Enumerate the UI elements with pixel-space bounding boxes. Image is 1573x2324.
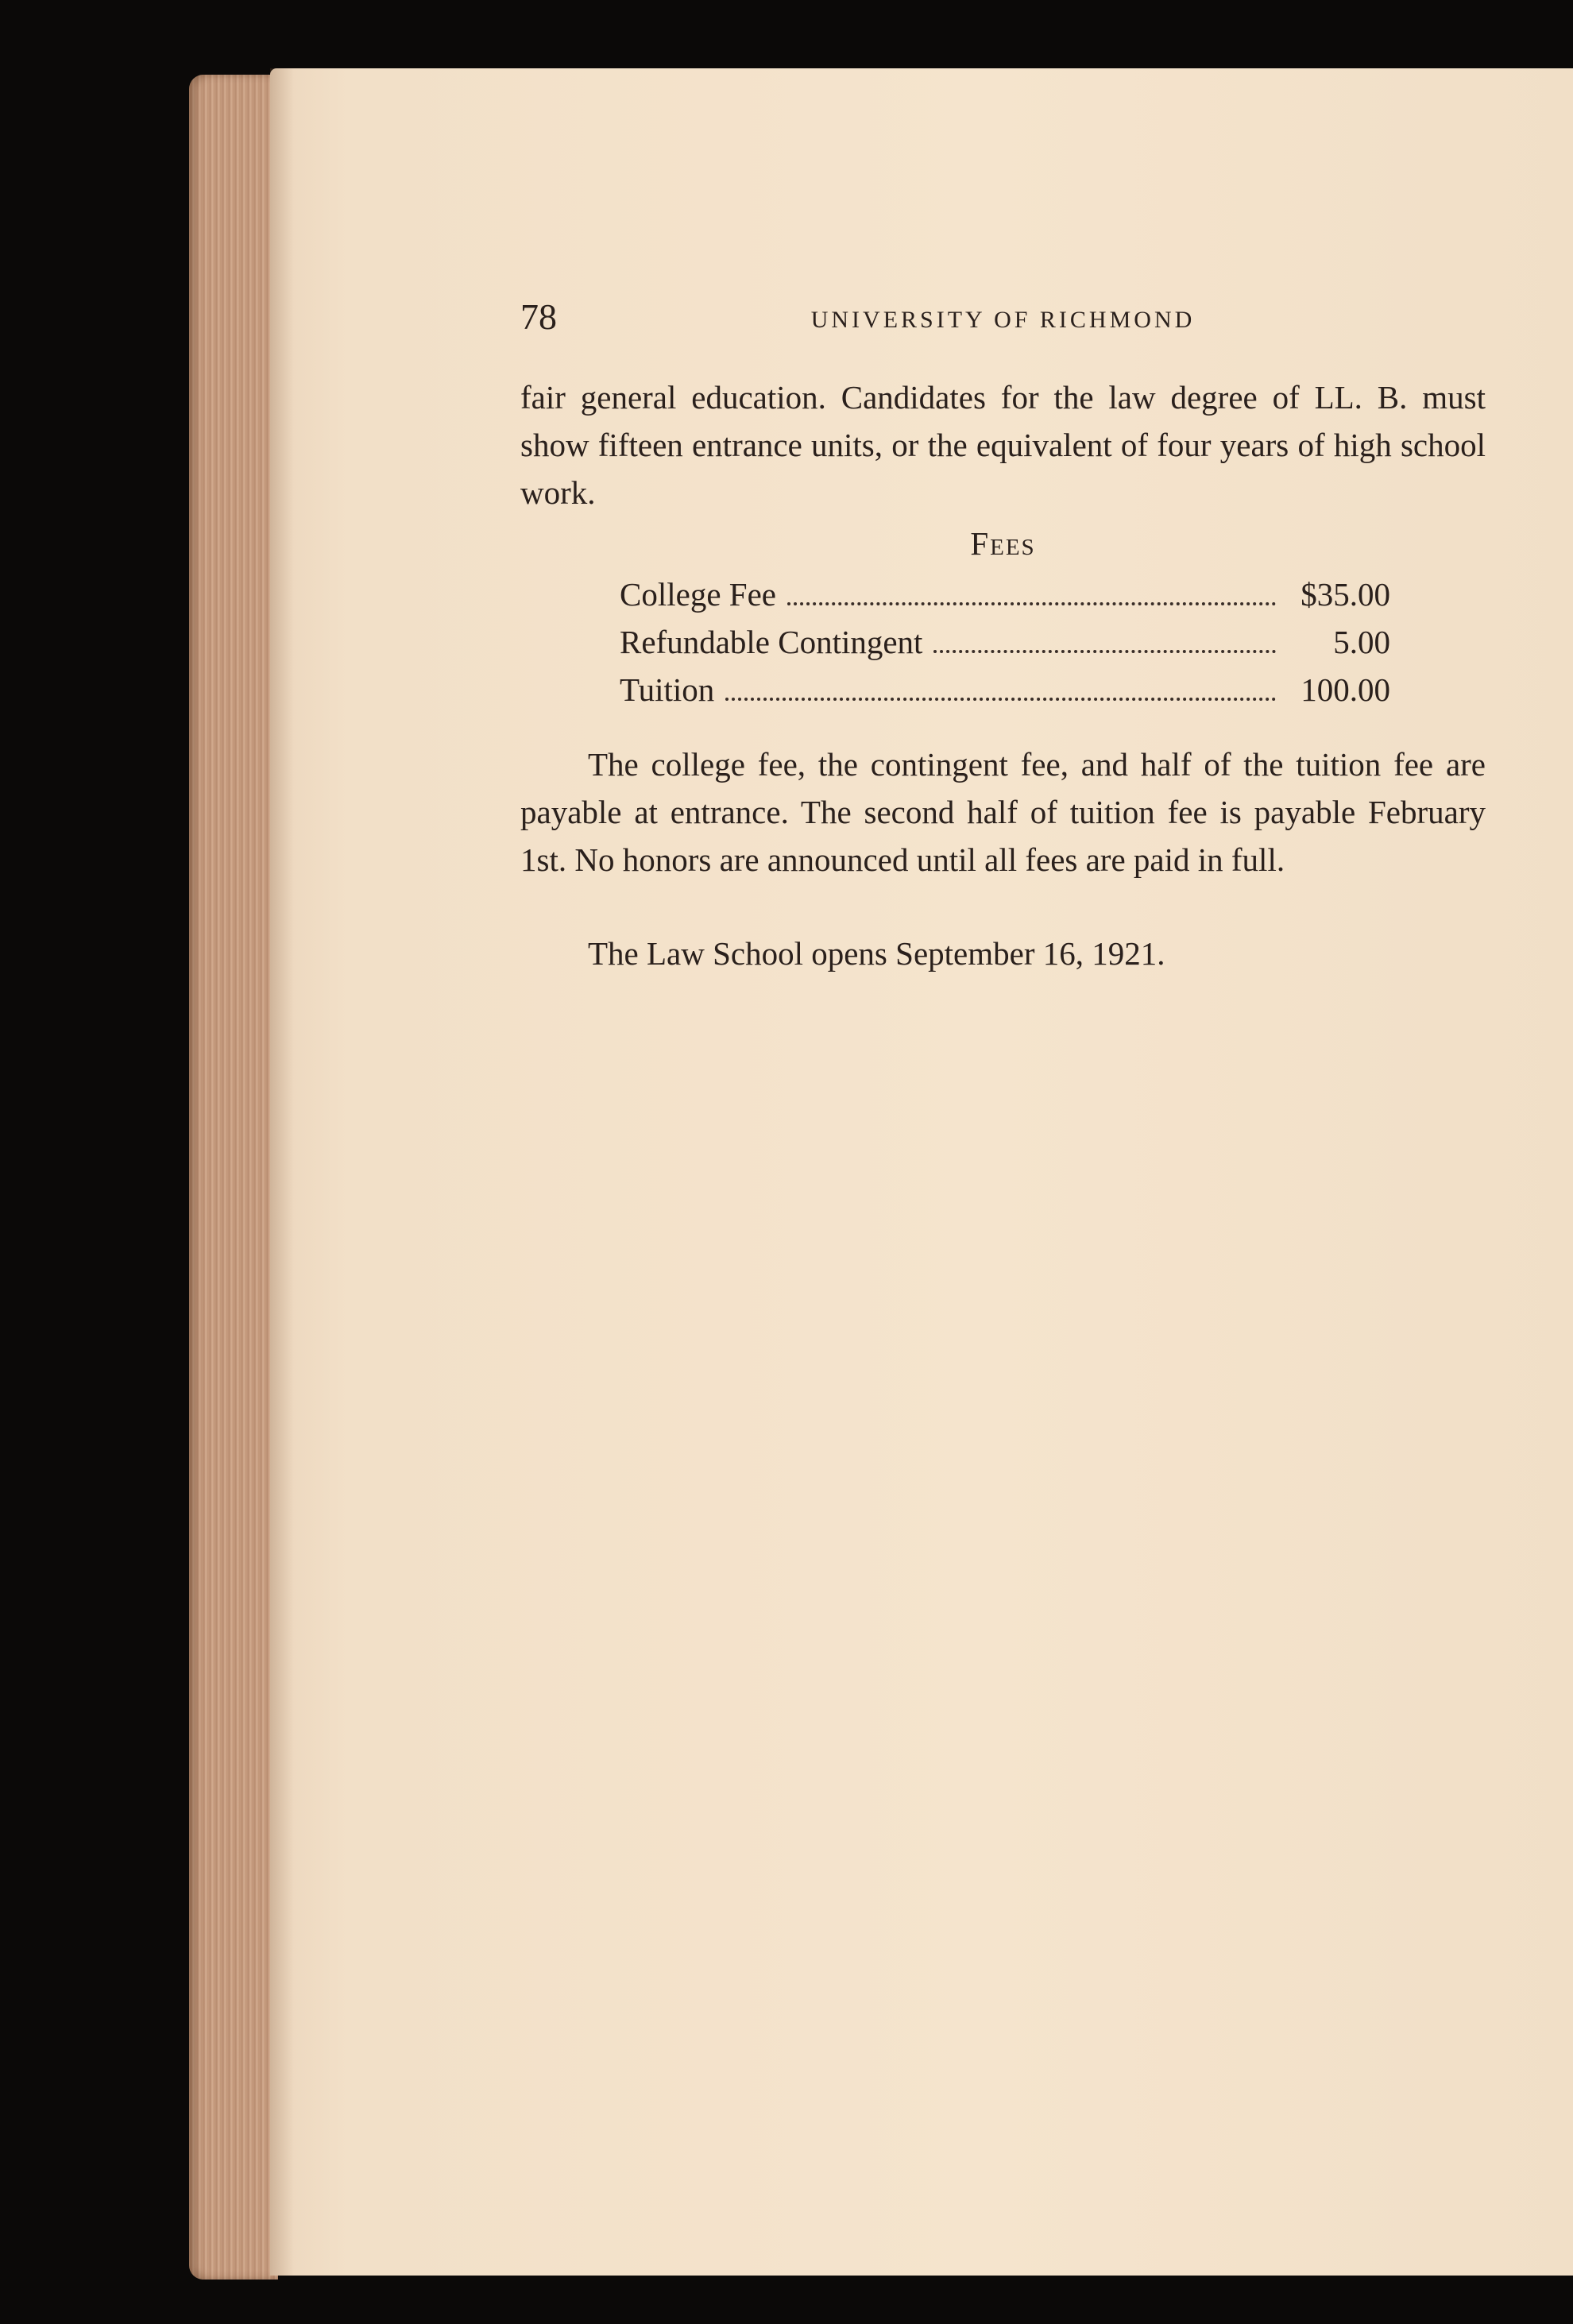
header-title: UNIVERSITY OF RICHMOND bbox=[810, 307, 1196, 333]
fee-label: Refundable Contingent bbox=[620, 624, 923, 660]
fee-row-tuition bbox=[620, 671, 1390, 718]
fee-label: Tuition bbox=[620, 671, 715, 708]
fees-table bbox=[620, 575, 1390, 718]
fee-row-college bbox=[620, 575, 1390, 623]
fee-row-contingent bbox=[620, 623, 1390, 671]
fee-amount: $35.00 bbox=[1301, 576, 1390, 613]
page-number: 78 bbox=[520, 296, 557, 337]
spine-shadow bbox=[270, 68, 294, 2276]
paragraph-fee-payment: The college fee, the contingent fee, and half of the tuition fee are payable at entrance. The second half of tuition fee is payable February 1st. No honors are announced until all fees are paid in full. bbox=[520, 746, 1486, 878]
running-head bbox=[520, 296, 1486, 343]
page-edge bbox=[189, 75, 278, 2280]
dot-leader bbox=[933, 650, 1276, 653]
dot-leader bbox=[725, 698, 1276, 701]
dot-leader bbox=[787, 602, 1276, 605]
fees-heading: Fees bbox=[970, 525, 1036, 562]
fee-amount: 5.00 bbox=[1333, 624, 1390, 660]
fee-label: College Fee bbox=[620, 576, 776, 613]
paragraph-admission: fair general education. Candidates for the law degree of LL. B. must show fifteen entrance units, or the equivalent of four years of high school work. bbox=[520, 379, 1486, 511]
fee-amount: 100.00 bbox=[1301, 671, 1390, 708]
paragraph-opening-date: The Law School opens September 16, 1921. bbox=[588, 935, 1165, 972]
